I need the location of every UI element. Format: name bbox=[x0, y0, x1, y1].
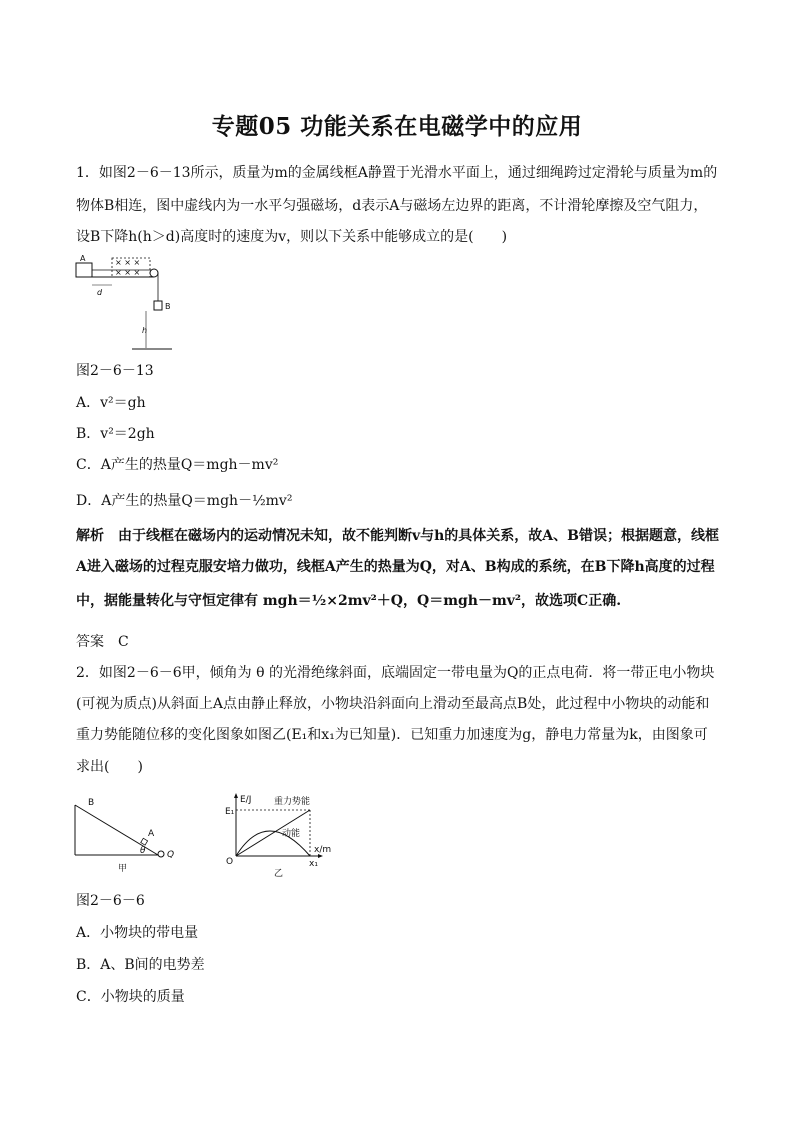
figure-jia bbox=[70, 795, 185, 875]
q1-solution-line-2: A进入磁场的过程克服安培力做功，线框A产生的热量为Q，对A、B构成的系统，在B下降h高度的过程 bbox=[76, 559, 715, 575]
q2-line-3: 重力势能随位移的变化图象如图乙(E₁和x₁为已知量)．已知重力加速度为g，静电力常量为k，由图象可 bbox=[76, 727, 708, 743]
label-origin: O bbox=[226, 857, 234, 867]
pulley bbox=[150, 269, 158, 277]
field-crosses-bottom: × × × bbox=[115, 268, 141, 277]
label-e1: E₁ bbox=[225, 807, 235, 817]
label-theta: θ bbox=[140, 846, 146, 856]
q2-option-b: B．A、B间的电势差 bbox=[76, 957, 205, 973]
q2-figure-caption: 图2－6－6 bbox=[76, 893, 145, 909]
label-q: Q bbox=[167, 850, 175, 860]
incline-slope bbox=[75, 805, 158, 855]
label-h: h bbox=[142, 326, 148, 335]
q2-option-a: A．小物块的带电量 bbox=[76, 925, 199, 941]
q1-solution-line-1: 解析 由于线框在磁场内的运动情况未知，故不能判断v与h的具体关系，故A、B错误；根据题意，线框 bbox=[76, 528, 720, 544]
label-potential: 重力势能 bbox=[274, 797, 311, 807]
q1-line-3: 设B下降h(h＞d)高度时的速度为v，则以下关系中能够成立的是( ) bbox=[76, 229, 508, 245]
q1-option-c: C．A产生的热量Q＝mgh－mv² bbox=[76, 457, 279, 473]
figure-2-6-13 bbox=[72, 255, 182, 355]
charge-q bbox=[158, 851, 164, 857]
figure-yi-energy-graph bbox=[222, 790, 342, 880]
label-x1: x₁ bbox=[309, 859, 318, 869]
small-block bbox=[141, 838, 148, 845]
field-crosses-top: × × × bbox=[115, 258, 141, 267]
label-b-top: B bbox=[88, 798, 95, 808]
x-axis-label: x/m bbox=[314, 845, 332, 855]
label-kinetic: 动能 bbox=[282, 829, 301, 839]
caption-yi: 乙 bbox=[274, 869, 284, 879]
label-b: B bbox=[165, 302, 171, 311]
q1-option-b: B．v²＝2gh bbox=[76, 426, 155, 442]
label-a-point: A bbox=[148, 829, 155, 839]
y-axis-label: E/J bbox=[240, 795, 252, 805]
q1-option-a: A．v²＝gh bbox=[76, 395, 146, 411]
q2-line-4: 求出( ) bbox=[76, 759, 143, 775]
q1-line-1: 1．如图2－6－13所示，质量为m的金属线框A静置于光滑水平面上，通过细绳跨过定滑轮与质量为m的 bbox=[76, 165, 718, 181]
block-b bbox=[154, 301, 162, 310]
q2-line-2: (可视为质点)从斜面上A点由静止释放，小物块沿斜面向上滑动至最高点B处，此过程中小物块的动能和 bbox=[76, 696, 710, 712]
frame-a bbox=[76, 263, 92, 277]
y-axis-arrow bbox=[234, 793, 238, 798]
q1-answer: 答案 C bbox=[76, 634, 129, 650]
label-d: d bbox=[97, 288, 103, 297]
page-title: 专题05 功能关系在电磁学中的应用 bbox=[211, 113, 583, 140]
caption-jia: 甲 bbox=[118, 864, 128, 874]
q2-line-1: 2．如图2－6－6甲，倾角为 θ 的光滑绝缘斜面，底端固定一带电量为Q的正点电荷．将一带正电小物块 bbox=[76, 665, 715, 681]
q2-option-c: C．小物块的质量 bbox=[76, 989, 185, 1005]
q1-line-2: 物体B相连，图中虚线内为一水平匀强磁场，d表示A与磁场左边界的距离，不计滑轮摩擦及空气阻力， bbox=[76, 198, 708, 214]
q1-solution-line-3: 中，据能量转化与守恒定律有 mgh＝½×2mv²＋Q，Q＝mgh－mv²，故选项C正确. bbox=[76, 593, 622, 609]
label-a: A bbox=[80, 255, 86, 263]
q1-figure-caption: 图2－6－13 bbox=[76, 363, 154, 379]
q1-option-d: D．A产生的热量Q＝mgh－½mv² bbox=[76, 493, 293, 509]
